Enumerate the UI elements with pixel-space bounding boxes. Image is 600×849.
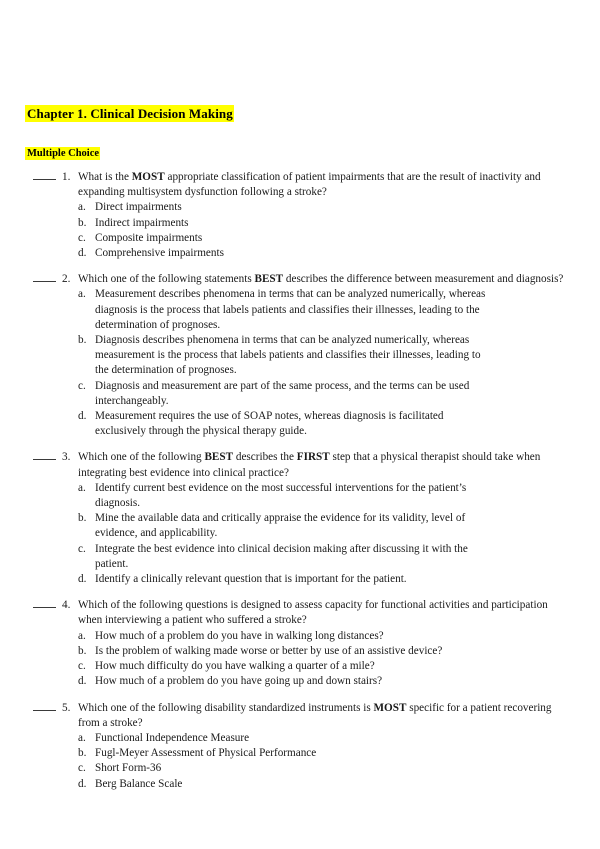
option-item[interactable] [78,511,600,541]
option-letter: c. [78,762,86,775]
option-letter: b. [78,747,87,760]
question-text-segment: Which one of the following [78,451,205,464]
question-text-segment: Which one of the following disability standardized instruments is [78,701,374,714]
question-block [0,170,600,261]
option-letter: a. [78,629,86,642]
question-block [0,598,600,689]
option-letter: d. [78,247,87,260]
question-block [0,272,600,439]
question-block [0,701,600,792]
option-letter: d. [78,675,87,688]
option-item[interactable] [78,542,600,572]
option-text: Short Form-36 [95,762,162,775]
question-row [32,170,600,200]
option-letter: c. [78,379,86,392]
option-item[interactable] [78,674,600,689]
option-text: How much of a problem do you have going up and down stairs? [95,675,383,688]
option-letter: d. [78,573,87,586]
option-item[interactable] [78,644,600,659]
option-item[interactable] [78,777,600,792]
option-list [32,481,600,587]
option-letter: d. [78,410,87,423]
option-text: How much difficulty do you have walking a quarter of a mile? [95,660,375,673]
option-text: Integrate the best evidence into clinical decision making after discussing it with the patient. [95,542,468,570]
question-text-segment: step that a physical therapist should take when integrating best evidence into clinical practice? [78,451,541,479]
option-letter: b. [78,644,87,657]
question-text-segment: Which one of the following statements [78,273,255,286]
question-text-segment: appropriate classification of patient impairments that are the result of inactivity and expanding multisystem dysfunction following a stroke? [78,171,541,199]
option-list [32,287,600,439]
question-row [32,272,600,287]
option-item[interactable] [78,231,600,246]
option-text: Mine the available data and critically appraise the evidence for its validity, level of evidence, and applicability. [95,512,466,540]
option-letter: c. [78,660,86,673]
question-row [32,701,600,731]
option-text: Fugl-Meyer Assessment of Physical Performance [95,747,317,760]
question-block [0,450,600,587]
option-item[interactable] [78,379,600,409]
option-letter: a. [78,481,86,494]
option-text: Berg Balance Scale [95,777,183,790]
emphasized-term: BEST [254,273,284,286]
question-number: 1. [62,171,71,183]
emphasized-term: BEST [204,451,234,464]
question-text [78,598,600,628]
question-text [78,272,600,287]
option-text: How much of a problem do you have in walking long distances? [95,629,384,642]
question-number: 4. [62,599,71,612]
option-text: Identify current best evidence on the most successful interventions for the patient’s diagnosis. [95,481,467,510]
question-number: 3. [62,451,71,464]
section-heading-text: Multiple Choice [27,148,100,159]
option-letter: a. [78,201,86,214]
option-item[interactable] [78,287,600,333]
option-letter: a. [78,731,86,744]
option-item[interactable] [78,659,600,674]
option-item[interactable] [78,746,600,761]
option-text: Indirect impairments [95,216,189,229]
option-text: Composite impairments [95,231,203,244]
option-list [32,731,600,792]
option-letter: b. [78,334,87,347]
option-text: Identify a clinically relevant question that is important for the patient. [95,573,407,586]
option-list [32,629,600,690]
question-list [0,170,600,803]
option-text: Diagnosis and measurement are part of the same process, and the terms can be used interchangeably. [95,379,470,407]
option-item[interactable] [78,200,600,215]
question-text-segment: Which of the following questions is designed to assess capacity for functional activities and participation when interviewing a patient who suffered a stroke? [78,599,548,627]
option-text: Comprehensive impairments [95,247,224,260]
chapter-heading-text: Chapter 1. Clinical Decision Making [27,106,233,121]
option-item[interactable] [78,731,600,746]
option-item[interactable] [78,761,600,776]
option-item[interactable] [78,246,600,261]
option-item[interactable] [78,572,600,587]
question-number: 2. [62,273,71,286]
option-text: Is the problem of walking made worse or better by use of an assistive device? [95,644,443,657]
question-text-segment: describes the [233,451,297,464]
question-text-segment: describes the difference between measurement and diagnosis? [283,273,564,286]
option-item[interactable] [78,409,600,439]
option-letter: c. [78,542,86,555]
answer-blank-line[interactable] [33,281,56,282]
question-text [78,701,600,731]
option-letter: d. [78,777,87,790]
answer-blank-line[interactable] [33,607,56,608]
option-text: Functional Independence Measure [95,731,250,744]
answer-blank-line[interactable] [33,179,56,180]
question-text [78,170,600,200]
question-row [32,450,600,480]
option-list [32,200,600,261]
chapter-heading [25,105,234,123]
option-letter: a. [78,288,86,301]
option-letter: b. [78,216,87,229]
answer-blank-line[interactable] [33,710,56,711]
option-item[interactable] [78,629,600,644]
question-text [78,450,600,480]
question-number: 5. [62,701,71,714]
option-text: Measurement describes phenomena in terms that can be analyzed numerically, whereas diagnosis is the process that labels patients and classifies their illnesses, leading to the determination of prognoses. [95,288,486,331]
emphasized-term: MOST [131,171,165,183]
option-item[interactable] [78,216,600,231]
emphasized-term: FIRST [296,451,330,464]
section-heading [25,143,100,161]
option-item[interactable] [78,333,600,379]
option-letter: c. [78,231,86,244]
option-text: Direct impairments [95,201,182,214]
option-text: Diagnosis describes phenomena in terms that can be analyzed numerically, whereas measurement is the process that labels patients and classifies their illnesses, leading to the determination of prognoses. [95,334,481,377]
question-row [32,598,600,628]
option-letter: b. [78,512,87,525]
question-text-segment: What is the [78,171,132,183]
emphasized-term: MOST [373,701,407,714]
option-item[interactable] [78,481,600,511]
question-text-segment: specific for a patient recovering from a stroke? [78,701,552,729]
option-text: Measurement requires the use of SOAP notes, whereas diagnosis is facilitated exclusively through the physical therapy guide. [95,410,444,438]
answer-blank-line[interactable] [33,459,56,460]
